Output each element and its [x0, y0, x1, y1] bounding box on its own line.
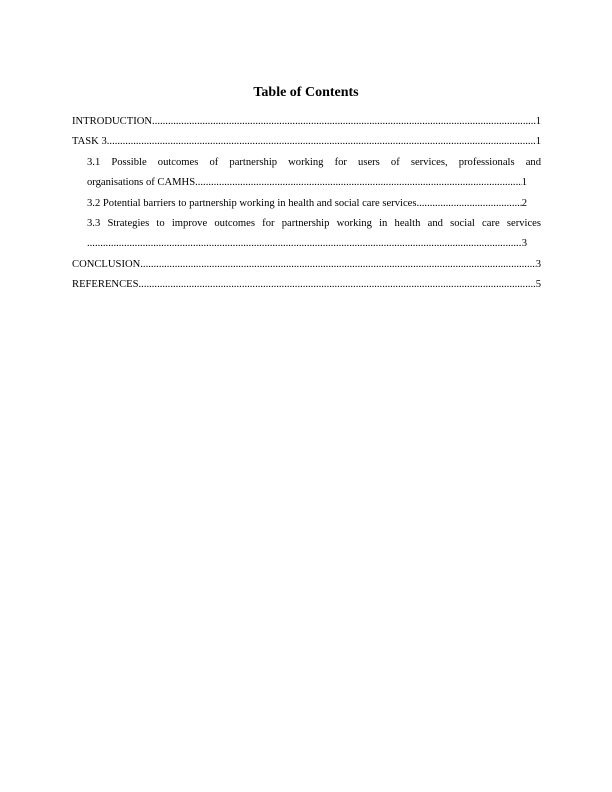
toc-entry-label: TASK 3: [72, 136, 107, 148]
toc-leader-dots: [152, 112, 536, 132]
toc-entry-label: REFERENCES: [72, 279, 139, 291]
toc-entry-line: [72, 275, 541, 295]
toc-leader-dots: [416, 194, 521, 214]
toc-entry-references[interactable]: [72, 275, 541, 295]
toc-entry-3-2[interactable]: [72, 194, 541, 214]
toc-entry-label-line2: organisations of CAMHS: [87, 177, 196, 189]
toc-entry-line: [87, 234, 527, 254]
toc-entry-block: [72, 194, 541, 214]
toc-entry-line: [72, 112, 541, 132]
toc-page-number: 3: [521, 238, 527, 250]
toc-entry-introduction[interactable]: [72, 112, 541, 132]
toc-entry-label: INTRODUCTION: [72, 116, 153, 127]
toc-entry-block: [72, 214, 541, 255]
toc-entry-line: [72, 132, 541, 152]
toc-page-number: 1: [535, 136, 541, 148]
toc-list: [72, 112, 541, 296]
toc-leader-dots: [139, 275, 536, 295]
toc-leader-dots: [87, 234, 522, 254]
toc-entry-label-line1: 3.3 Strategies to improve outcomes for partnership working in health and social care services: [87, 218, 541, 230]
toc-leader-dots: [195, 173, 522, 193]
toc-title: Table of Contents: [253, 85, 359, 100]
toc-entry-block: [72, 153, 541, 194]
toc-entry-task-3[interactable]: [72, 132, 541, 152]
toc-page-number: 2: [521, 197, 527, 209]
toc-page-number: 3: [535, 258, 541, 270]
toc-entry-3-1[interactable]: [72, 153, 541, 194]
toc-page-number: 1: [521, 177, 527, 189]
toc-entry-line: [72, 255, 541, 275]
toc-entry-conclusion[interactable]: [72, 255, 541, 275]
toc-entry-3-3[interactable]: [72, 214, 541, 255]
toc-leader-dots: [107, 132, 536, 152]
toc-page-number: 1: [535, 116, 541, 127]
toc-entry-line: [87, 173, 527, 193]
toc-entry-line: [87, 194, 527, 214]
toc-page-number: 5: [535, 279, 541, 291]
toc-entry-label: CONCLUSION: [72, 258, 141, 270]
toc-leader-dots: [140, 255, 535, 275]
toc-entry-label: 3.2 Potential barriers to partnership working in health and social care services: [87, 197, 417, 209]
toc-entry-label-line1: 3.1 Possible outcomes of partnership working for users of services, professionals and: [87, 156, 541, 168]
